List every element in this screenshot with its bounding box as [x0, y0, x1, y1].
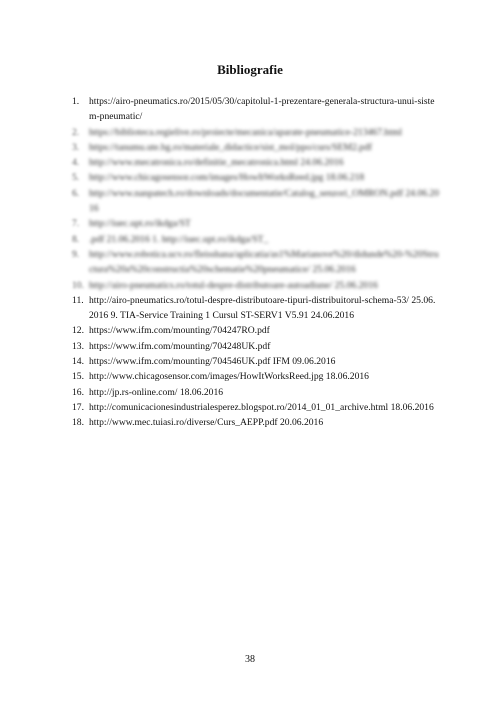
entry-number: 14. — [72, 356, 84, 368]
entry-text: https://airo-pneumatics.ro/2015/05/30/capitolul-1-prezentare-generala-structura-unui-sistem-pneumatic/ — [89, 96, 435, 123]
entry-text: https://www.ifm.com/mounting/704248UK.pdf — [89, 340, 271, 352]
bibliography-entry — [72, 293, 440, 324]
bibliography-list — [72, 94, 440, 431]
bibliography-entry — [72, 369, 440, 384]
entry-number: 3. — [72, 141, 80, 153]
entry-number: 9. — [72, 248, 80, 260]
entry-text: http://www.chicagosensor.com/images/HowItWorksReed.jpg 18.06.2016 — [89, 371, 369, 383]
entry-number: 6. — [72, 187, 80, 199]
entry-text: https://www.ifm.com/mounting/704247RO.pdf — [89, 325, 270, 337]
bibliography-entry — [72, 339, 440, 354]
entry-number: 2. — [72, 126, 80, 138]
bibliography-entry — [72, 232, 440, 247]
bibliography-entry — [72, 140, 440, 155]
entry-text: http://www.chicagosensor.com/images/HowItWorksReed.jpg 18.06.218 — [89, 172, 365, 184]
bibliography-entry — [72, 415, 440, 430]
entry-text: http://airo-pneumatics.ro/totul-despre-distributoare-autoadiune/ 25.06.2016 — [89, 279, 378, 291]
entry-number: 4. — [72, 157, 80, 169]
entry-text: .pdf 21.06.2016 1. http://iuec.upt.ro/ikdga/ST_ — [89, 233, 269, 245]
bibliography-entry — [72, 170, 440, 185]
bibliography-entry — [72, 323, 440, 338]
bibliography-entry — [72, 94, 440, 125]
entry-text: http://comunicacionesindustrialesperez.blogspot.ro/2014_01_01_archive.html 18.06.2016 — [89, 401, 434, 413]
page-title: Bibliografie — [217, 62, 283, 77]
entry-text: http://www.mecatronica.ro/definitie_mecatronica.html 24.06.2016 — [89, 157, 344, 169]
entry-text: https://www.ifm.com/mounting/704546UK.pdf IFM 09.06.2016 — [89, 356, 336, 368]
entry-text: http://www.mec.tuiasi.ro/diverse/Curs_AEPP.pdf 20.06.2016 — [89, 417, 324, 429]
entry-text: http://airo-pneumatics.ro/totul-despre-distributoare-tipuri-distribuitorul-schema-53/ 25.06.2016 9. TIA-Service Training 1 Cursul ST-SERV1 V5.91 24.06.2016 — [89, 294, 436, 322]
entry-number: 13. — [72, 340, 84, 352]
entry-number: 8. — [72, 233, 80, 245]
entry-number: 16. — [72, 386, 84, 398]
entry-number: 15. — [72, 371, 84, 383]
entry-number: 17. — [72, 401, 84, 413]
entry-text: http://www.nanpatech.ro/downloads/documentatie/Catalog_senzori_OMRON.pdf 24.06.2016 — [89, 187, 440, 215]
bibliography-entry — [72, 385, 440, 400]
entry-text: http://jp.rs-online.com/ 18.06.2016 — [89, 386, 224, 398]
entry-number: 1. — [72, 96, 80, 107]
entry-text: http://iuec.upt.ro/ikdga/ST — [89, 218, 191, 230]
entry-text: https://tanumu.ute.bg.ro/materiale_didactice/sist_mol/ppo/curs/SEM2.pdf — [89, 141, 372, 153]
page-number: 38 — [245, 654, 255, 665]
bibliography-entry — [72, 400, 440, 415]
entry-number: 10. — [72, 279, 84, 291]
entry-number: 5. — [72, 172, 80, 184]
bibliography-entry — [72, 125, 440, 140]
entry-text: http://www.robotica.ucv.ro/fleisshana/aplicatia/as1%Marianove%20/didunde%20-%20Structura%20a%20constructia%20schematie%20pneumatice/ 25.06.2016 — [89, 248, 439, 276]
bibliography-entry — [72, 216, 440, 231]
bibliography-entry — [72, 155, 440, 170]
bibliography-entry — [72, 186, 440, 217]
bibliography-entry — [72, 354, 440, 369]
entry-number: 18. — [72, 417, 84, 429]
entry-number: 12. — [72, 325, 84, 337]
bibliography-entry — [72, 247, 440, 278]
entry-number: 7. — [72, 218, 80, 230]
entry-number: 11. — [72, 294, 84, 306]
entry-text: https://biblioteca.regielive.ro/proiecte/mecanica/aparate-pneumatice-213467.html — [89, 126, 403, 138]
bibliography-entry — [72, 278, 440, 293]
